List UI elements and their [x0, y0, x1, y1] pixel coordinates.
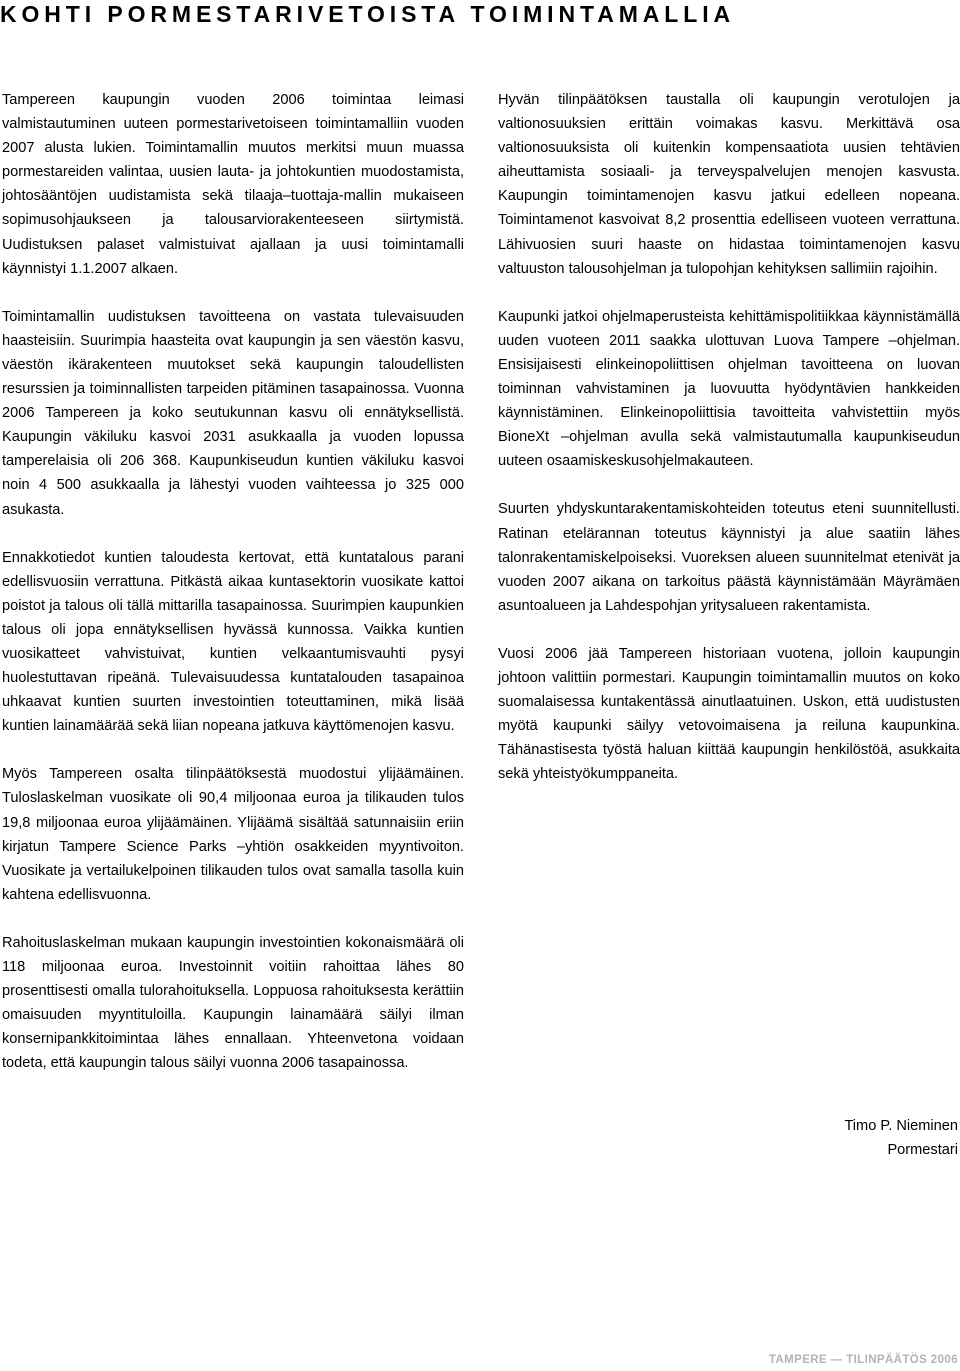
- paragraph: Vuosi 2006 jää Tampereen historiaan vuotena, jolloin kaupungin johtoon valittiin pormestari. Kaupungin toimintamallin muutos on koko suomalaisessa kuntakentässä ainutlaatuinen. Uskon, että uudistusten myötä kaupunki säilyy vetovoimaisena ja reiluna kaupunkina. Tähänastisesta työstä haluan kiittää kaupungin henkilöstöä, asukkaita sekä yhteistyökumppaneita.: [498, 645, 960, 783]
- page-title: KOHTI PORMESTARIVETOISTA TOIMINTAMALLIA: [0, 1, 735, 27]
- paragraph: Rahoituslaskelman mukaan kaupungin investointien kokonaismäärä oli 118 miljoonaa euroa. Investoinnit voitiin rahoittaa lähes 80 prosenttisesti omalla tulorahoituksella. Loppuosa rahoituksesta kerättiin omaisuuden myyntituloilla. Kaupungin lainamäärä säilyi ilman konsernipankkitoimintaa lähes ennallaan. Yhteenvetona voidaan todeta, että kaupungin talous säilyi vuonna 2006 tasapainossa.: [2, 934, 464, 1072]
- paragraph: Hyvän tilinpäätöksen taustalla oli kaupungin verotulojen ja valtionosuuksien erittäin voimakas kasvu. Merkittävä osa valtionosuuksista oli kuitenkin kompensaatiota uusien tehtävien aiheuttamista sosiaali- ja terveyspalvelujen menojen kasvusta. Kaupungin toimintamenojen kasvu jatkui edelleen nopeana. Toimintamenot kasvoivat 8,2 prosenttia edelliseen vuoteen verrattuna. Lähivuosien suuri haaste on hidastaa toimintamenojen kasvu valtuuston talousohjelman ja tulopohjan kehityksen sallimiin rajoihin.: [498, 92, 960, 277]
- signature-block: [844, 1114, 958, 1162]
- paragraph: Suurten yhdyskuntarakentamiskohteiden toteutus eteni suunnitellusti. Ratinan etelärannan toteutus käynnistyi ja alue saatiin lähes talonrakentamiskelpoiseksi. Vuoreksen alueen suunnitelmat etenivät ja vuoden 2007 aikana on tarkoitus päästä käynnistämään Mäyrämäen asuntoalueen ja Lahdespohjan yritysalueen rakentamista.: [498, 501, 960, 614]
- paragraph: Kaupunki jatkoi ohjelmaperusteista kehittämispolitiikkaa käynnistämällä uuden vuoteen 2011 saakka ulottuvan Luova Tampere –ohjelman. Ensisijaisesti elinkeinopoliittisen ohjelman tavoitteena on luovan toiminnan vahvistaminen ja luovuutta hyödyntävien hankkeiden käynnistäminen. Elinkeinopoliittisia tavoitteita vahvistettiin myös BioneXt –ohjelman avulla sekä valmistautumalla kaupunkiseudun uuteen osaamiskeskusohjelmakauteen.: [498, 308, 960, 470]
- paragraph: Myös Tampereen osalta tilinpäätöksestä muodostui ylijäämäinen. Tuloslaskelman vuosikate oli 90,4 miljoonaa euroa ja tilikauden tulos 19,8 miljoonaa euroa ylijäämäinen. Ylijäämä sisältää satunnaisiin eriin kirjatun Tampere Science Parks –yhtiön osakkeiden myyntivoiton. Vuosikate ja vertailukelpoinen tilikauden tulos ovat samalla tasolla kuin kahtena edellisvuonna.: [2, 766, 464, 903]
- paragraph: Ennakkotiedot kuntien taloudesta kertovat, että kuntatalous parani edellisvuosiin verrattuna. Pitkästä aikaa kuntasektorin vuosikate kattoi poistot ja talous oli tällä mittarilla tasapainossa. Suurimpien kaupunkien talous oli jopa ennätyksellisen hyvässä kunnossa. Vaikka kuntien vuosikatteet vahvistuivat, kuntien velkaantumisvauhti pysyi huolestuttavan ripeänä. Tulevaisuudessa kuntatalouden tasapainoa uhkaavat kuntien suurten investointien toteuttaminen, mikä lisää kuntien lainamäärää sekä liian nopeana jatkuva käyttömenojen kasvu.: [2, 549, 464, 735]
- signature-role: Pormestari: [887, 1142, 958, 1158]
- paragraph: Toimintamallin uudistuksen tavoitteena on vastata tulevaisuuden haasteisiin. Suurimpia haasteita ovat kaupungin ja sen väestön kasvu, väestön ikärakenteen muutokset sekä kaupungin taloudellisten resurssien ja toiminnallisten tarpeiden pitäminen tasapainossa. Vuonna 2006 Tampereen ja koko seutukunnan kasvu oli ennätyksellistä. Kaupungin väkiluku kasvoi 2031 asukkaalla ja vuoden lopussa tamperelaisia oli 206 368. Kaupunkiseudun kuntien väkiluku kasvoi noin 4 500 asukkaalla ja lähestyi vuoden vaihteessa jo 325 000 asukasta.: [2, 308, 464, 518]
- right-column: [498, 88, 960, 810]
- page-footer: TAMPERE — TILINPÄÄTÖS 2006: [768, 1354, 958, 1366]
- signature-name: Timo P. Nieminen: [844, 1118, 958, 1134]
- paragraph: Tampereen kaupungin vuoden 2006 toimintaa leimasi valmistautuminen uuteen pormestarivetoiseen toimintamalliin vuoden 2007 alusta lukien. Toimintamallin muutos merkitsi muun muassa pormestareiden valintaa, uusien lauta- ja johtokuntien muodostamista, johtosääntöjen uudistamista sekä tilaaja–tuottaja-mallin mukaiseen sopimusohjaukseen ja talousarviorakenteeseen siirtymistä. Uudistuksen palaset valmistuivat ajallaan ja uusi toimintamalli käynnistyi 1.1.2007 alkaen.: [2, 92, 464, 277]
- left-column: [2, 88, 464, 1099]
